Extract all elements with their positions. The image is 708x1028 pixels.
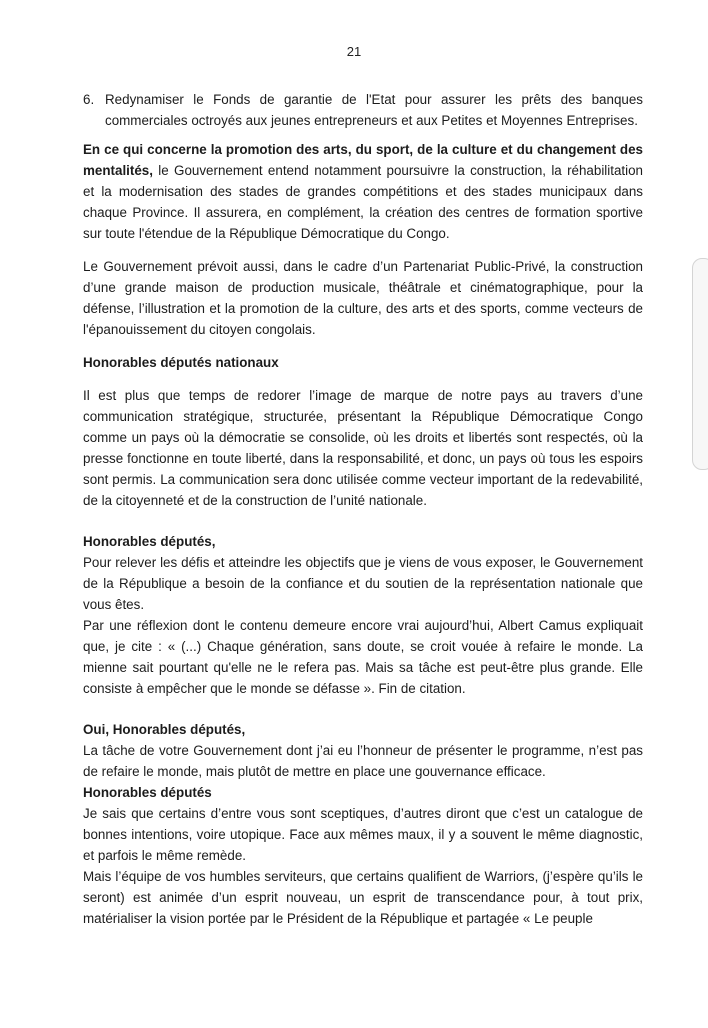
paragraph-tache: La tâche de votre Gouvernement dont j’ai eu l’honneur de présenter le programme, n’est pas de refaire le monde, mais plutôt de mettre en place une gouvernance efficace. <box>83 743 643 779</box>
heading-honorables-deputes-nationaux: Honorables députés nationaux <box>83 355 279 370</box>
paragraph-warriors: Mais l’équipe de vos humbles serviteurs, que certains qualifient de Warriors, (j’espère qu’ils le seront) est animée d’un esprit nouveau, un esprit de transcendance pour, à tout prix, matérialiser la vision portée par le Président de la République et partagée « Le peuple <box>83 869 643 926</box>
paragraph-image-de-marque: Il est plus que temps de redorer l’image de marque de notre pays au travers d’une communication stratégique, structurée, présentant la République Démocratique Congo comme un pays où la démocratie se consolide, où les droits et libertés sont respectés, où la presse fonctionne en toute liberté, dans la responsabilité, et donc, un pays où tous les espoirs sont permis. La communication sera donc utilisée comme vecteur important de la redevabilité, de la citoyenneté et de la construction de l’unité nationale. <box>83 388 643 508</box>
paragraph-ppp: Le Gouvernement prévoit aussi, dans le cadre d’un Partenariat Public-Privé, la construction d’une grande maison de production musicale, théâtrale et cinématographique, pour la défense, l’illustration et la promotion de la culture, des arts et des sports, comme vecteurs de l'épanouissement du citoyen congolais. <box>83 259 643 337</box>
list-number: 6. <box>83 92 95 107</box>
list-item-6 <box>83 89 643 131</box>
paragraph-camus: Par une réflexion dont le contenu demeure encore vrai aujourd’hui, Albert Camus expliquait que, je cite : « (...) Chaque génération, sans doute, se croit vouée à refaire le monde. La mienne sait pourtant qu'elle ne le refera pas. Mais sa tâche est peut-être plus grande. Elle consiste à empêcher que le monde se défasse ». Fin de citation. <box>83 618 643 696</box>
page-number: 21 <box>346 44 362 59</box>
document-body <box>83 89 643 929</box>
paragraph-arts-sport <box>83 139 643 244</box>
heading-honorables-deputes: Honorables députés, <box>83 534 216 549</box>
paragraph-defis: Pour relever les défis et atteindre les objectifs que je viens de vous exposer, le Gouvernement de la République a besoin de la confiance et du soutien de la représentation nationale que vous êtes. <box>83 555 643 612</box>
heading-honorables-deputes-2: Honorables députés <box>83 785 212 800</box>
list-text: Redynamiser le Fonds de garantie de l'Etat pour assurer les prêts des banques commerciales octroyés aux jeunes entrepreneurs et aux Petites et Moyennes Entreprises. <box>105 92 643 128</box>
paragraph-text: le Gouvernement entend notamment poursuivre la construction, la réhabilitation et la modernisation des stades de grandes compétitions et des stades municipaux dans chaque Province. Il assurera, en complément, la création des centres de formation sportive sur toute l'étendue de la République Démocratique du Congo. <box>83 163 643 241</box>
paragraph-sceptiques: Je sais que certains d’entre vous sont sceptiques, d’autres diront que c’est un catalogue de bonnes intentions, voire utopique. Face aux mêmes maux, il y a souvent le même diagnostic, et parfois le même remède. <box>83 806 643 863</box>
page-edge-fold <box>692 258 708 470</box>
heading-oui-honorables-deputes: Oui, Honorables députés, <box>83 722 246 737</box>
paragraph-lead-bold: En ce qui concerne la promotion des arts, du sport, de la culture et du changement des mentalités, <box>83 142 643 178</box>
